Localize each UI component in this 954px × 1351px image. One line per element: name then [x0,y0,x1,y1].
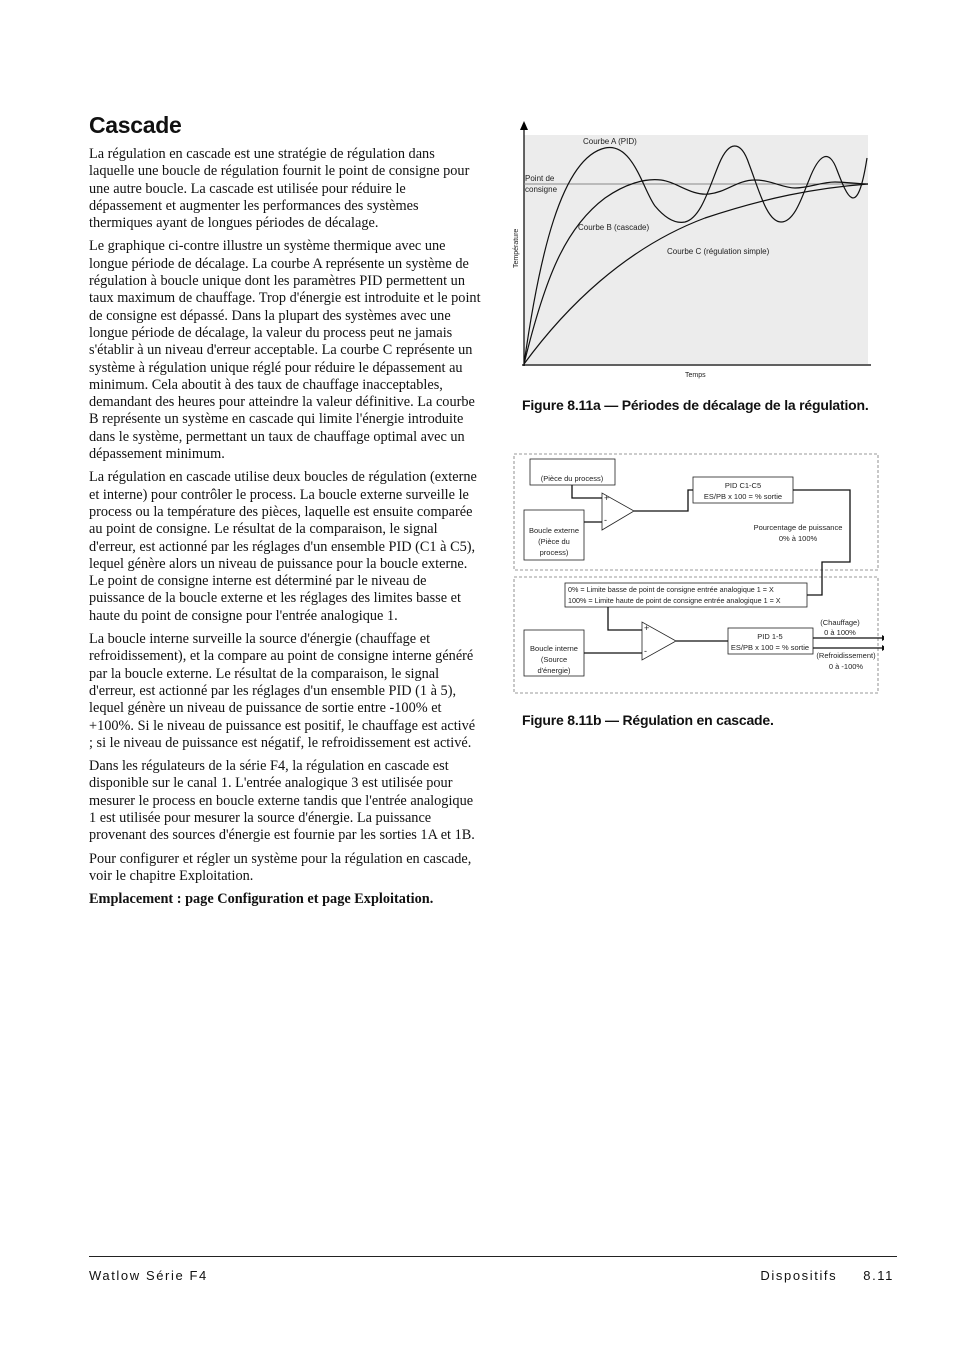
figure-lag-periods [505,118,875,383]
pid-c1-label: ES/PB x 100 = % sortie [703,492,783,501]
paragraph: La régulation en cascade est une stratégie de régulation dans laquelle une boucle de régulation fournit le point de consigne pour une autre boucle. La cascade est utilisée pour réduire le dépassement et augmenter les performances des systèmes thermiques ayant de longues périodes de décalage. [89,146,470,232]
pid-c1-label: PID C1-C5 [724,481,762,490]
paragraph: Le graphique ci-contre illustre un système thermique avec une longue période de décalage. La courbe A représente un système de régulation à boucle unique dont les paramètres PID permettent un taux maximum de chauffage. Trop d'énergie est introduite et le point de consigne est dépassé. Dans la plupart des systèmes avec une longue période de décalage, la valeur du process peut ne jamais s'établir à un niveau d'erreur acceptable. La courbe C représente un système à régulation unique réglé pour réduire le dépassement au minimum. Cela aboutit à des taux de chauffage inacceptables, demandant des heures pour atteindre la valeur définitive. La courbe B représente un système en cascade qui limite l'énergie introduite dans le système, permettant un taux de chauffage optimal avec un dépassement minimum. [89,238,481,463]
y-axis-label: Température [513,228,520,268]
minus-sign: - [644,646,647,656]
plus-sign: + [604,493,610,503]
y-axis-arrow [520,121,528,130]
paragraph: La régulation en cascade utilise deux boucles de régulation (externe et interne) pour contrôler le process. La boucle externe surveille le process ou la température des pièces, laquelle est ensuite comparée au point de consigne. Le résultat de la comparaison, le signal d'erreur, est actionné par les réglages d'un ensemble PID (C1 à C5), lequel génère alors un niveau de puissance pour la boucle externe. Le point de consigne interne est déterminé par le niveau de puissance de la boucle externe et les réglages des limites basse et haute du point de consigne pour l'entrée analogique 1. [89,469,477,624]
footer-section: Dispositifs [760,1268,838,1283]
limit-low-label: 0% = Limite basse de point de consigne entrée analogique 1 = X [568,585,774,594]
outer-loop-label: Boucle externe [528,526,580,535]
footer-rule [89,1256,897,1257]
footer-page-info [760,1268,894,1283]
inner-loop-label: (Source [540,655,568,664]
minus-sign: - [604,515,607,525]
setpoint-label: Point de [525,174,555,183]
setpoint-label: consigne [525,185,558,194]
arrow-head [882,635,884,641]
power-percentage-label: 0% à 100% [778,534,818,543]
limit-high-label: 100% = Limite haute de point de consigne entrée analogique 1 = X [568,596,781,605]
x-axis-label: Temps [685,372,706,379]
paragraph: La boucle interne surveille la source d'énergie (chauffage et refroidissement), et la compare au point de consigne interne généré par la boucle externe. Le résultat de la comparaison, le signal d'erreur, est actionné par les réglages d'un ensemble PID (1 à 5), lequel génère un niveau de puissance de sortie entre -100% et +100%. Si le niveau de puissance est positif, le chauffage est activé ; si le niveau de puissance est négatif, le refroidissement est activé. [89,631,476,751]
section-heading: Cascade [89,112,182,138]
inner-loop-label: Boucle interne [530,644,578,653]
paragraph: Pour configurer et régler un système pour la régulation en cascade, voir le chapitre Exploitation. [89,850,472,884]
pid-inner-label: PID 1-5 [757,632,783,641]
inner-loop-label: d'énergie) [537,666,571,675]
cooling-label: 0 à -100% [828,662,864,671]
footer-product: Watlow Série F4 [89,1268,208,1283]
heating-label: (Chauffage) [820,618,860,627]
outer-loop-label: (Pièce du [538,537,570,546]
curve-c-label: Courbe C (régulation simple) [667,247,770,256]
cooling-label: (Refroidissement) [816,651,876,660]
figure-cascade-diagram [510,450,884,700]
paragraph: Dans les régulateurs de la série F4, la régulation en cascade est disponible sur le canal 1. L'entrée analogique 3 est utilisée pour mesurer le process en boucle externe tandis que l'entrée analogique 1 est utilisée pour mesurer la source d'énergie. La puissance provenant des sources d'énergie est fournie par les sorties 1A et 1B. [89,758,475,844]
power-percentage-label: Pourcentage de puissance [753,523,843,532]
figure-a-caption: Figure 8.11a — Périodes de décalage de la régulation. [522,397,869,413]
body-text [89,146,481,914]
process-part-label: (Pièce du process) [540,474,604,483]
page-number: 8.11 [863,1268,894,1283]
figure-b-caption: Figure 8.11b — Régulation en cascade. [522,712,774,728]
curve-b-label: Courbe B (cascade) [578,223,650,232]
arrow-head [882,645,884,651]
location-note: Emplacement : page Configuration et page Exploitation. [89,891,434,908]
curve-a-label: Courbe A (PID) [583,137,637,146]
plus-sign: + [644,623,650,633]
outer-loop-label: process) [539,548,569,557]
pid-inner-label: ES/PB x 100 = % sortie [730,643,810,652]
heating-label: 0 à 100% [824,628,856,637]
